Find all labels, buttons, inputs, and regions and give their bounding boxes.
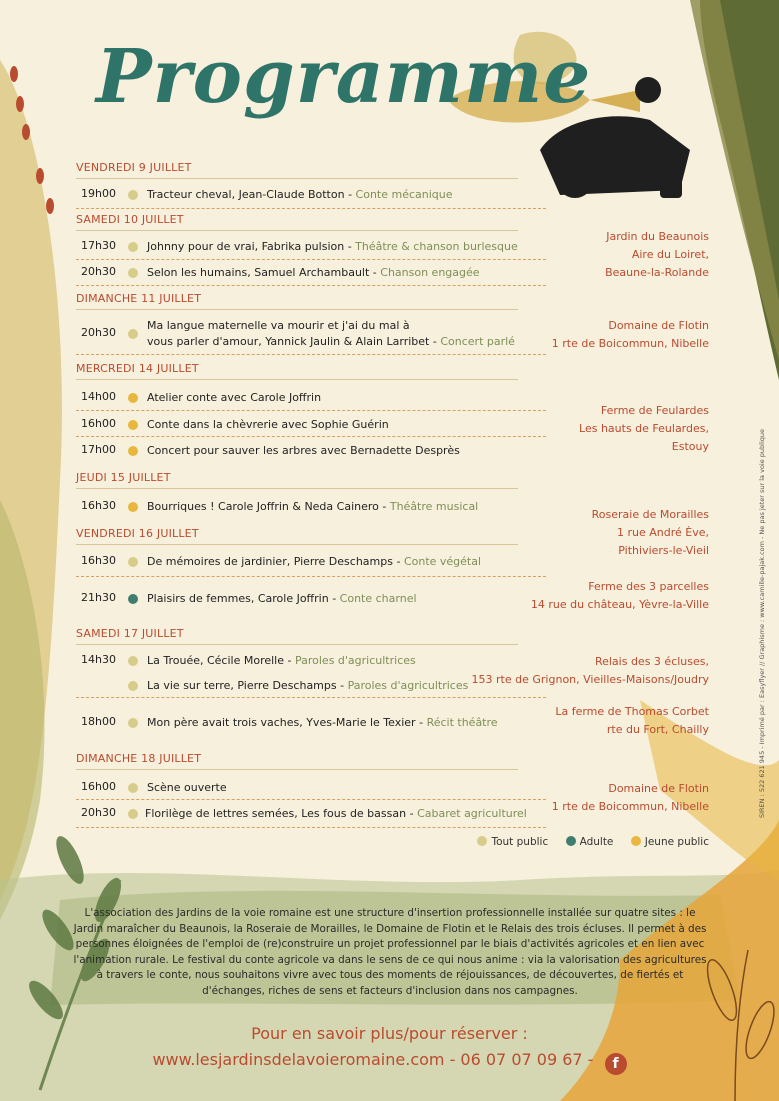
day-header: DIMANCHE 11 JUILLET <box>76 292 202 305</box>
legend-item <box>477 836 548 848</box>
audience-dot-tout-public <box>128 681 138 691</box>
audience-dot-tout-public <box>128 268 138 278</box>
event-title-line2: vous parler d'amour, Yannick Jaulin & Alain Larribet <box>147 335 430 348</box>
credits-text: SIREN : 522 621 945 - Imprimé par : Easyflyer // Graphisme : www.camille-pajak.com - Ne pas jeter sur la voie publique <box>758 428 766 818</box>
event-genre: Paroles d'agricultrices <box>347 679 469 692</box>
legend-label: Adulte <box>579 836 614 848</box>
credits-vertical <box>758 388 768 818</box>
audience-dot-tout-public <box>128 329 138 339</box>
event-time: 20h30 <box>81 806 116 819</box>
about-paragraph: L'association des Jardins de la voie romaine est une structure d'insertion professionnelle installée sur quatre sites : le Jardin maraîcher du Beaunois, la Roseraie de Morailles, le Domaine de Flotin et le Relais des trois écluses. Il permet à des personnes éloignées de l'emploi de (re)construire un projet professionnel par le biais d'activités agricoles et en lien avec l'animation rurale. Le festival du conte agricole va dans le sens de ce qui nous anime : via la valorisation des agricultures à travers le conte, nous souhaitons vivre avec tous des moments de réjouissances, de découvertes, de fiertés et d'échanges, riches de sens et facteurs d'inclusion dans nos campagnes. <box>73 907 707 997</box>
day-header: SAMEDI 17 JUILLET <box>76 627 184 640</box>
venue-line: Aire du Loiret, <box>631 248 709 261</box>
venue-line: Beaune-la-Rolande <box>605 266 709 279</box>
audience-dot-jeune-public <box>128 420 138 430</box>
event-time: 18h00 <box>81 715 116 728</box>
event-title: Scène ouverte <box>147 781 227 794</box>
venue-line: Estouy <box>671 440 709 453</box>
day-header: VENDREDI 9 JUILLET <box>76 161 192 174</box>
legend-label: Jeune public <box>644 836 709 848</box>
cta-heading: Pour en savoir plus/pour réserver : <box>251 1024 528 1043</box>
row-divider <box>76 697 546 698</box>
event-title: Selon les humains, Samuel Archambault <box>147 266 370 279</box>
day-header: MERCREDI 14 JUILLET <box>76 362 199 375</box>
event-title: Johnny pour de vrai, Fabrika pulsion <box>147 240 345 253</box>
audience-dot-adulte <box>128 594 138 604</box>
event-title: Bourriques ! Carole Joffrin & Neda Cainero <box>147 500 379 513</box>
row-divider <box>76 576 546 577</box>
row-divider <box>76 285 546 286</box>
event-title: Ma langue maternelle va mourir et j'ai du mal à <box>147 319 410 332</box>
event-genre: Paroles d'agricultrices <box>294 654 416 667</box>
legend-dot <box>566 836 576 846</box>
divider <box>76 230 518 231</box>
venue-line: La ferme de Thomas Corbet <box>555 705 709 718</box>
event-genre: Théâtre musical <box>389 500 479 513</box>
legend-dot <box>631 836 641 846</box>
venue-line: Roseraie de Morailles <box>591 508 709 521</box>
day-header: DIMANCHE 18 JUILLET <box>76 752 202 765</box>
event-time: 16h30 <box>81 554 116 567</box>
divider <box>76 769 518 770</box>
audience-dot-tout-public <box>128 190 138 200</box>
website-phone-link[interactable]: www.lesjardinsdelavoieromaine.com - 06 07 07 09 67 - <box>152 1050 594 1069</box>
audience-dot-tout-public <box>128 557 138 567</box>
venue-line: Ferme des 3 parcelles <box>588 580 709 593</box>
event-title: Concert pour sauver les arbres avec Bernadette Desprès <box>147 444 460 457</box>
event-time: 16h30 <box>81 499 116 512</box>
divider <box>76 178 518 179</box>
venue-block <box>605 228 709 282</box>
venue-line: Domaine de Flotin <box>608 782 709 795</box>
event-genre: Chanson engagée <box>380 266 480 279</box>
legend-label: Tout public <box>491 836 549 848</box>
venue-block <box>555 703 709 739</box>
event-genre: Récit théâtre <box>426 716 498 729</box>
venue-line: 14 rue du château, Yèvre-la-Ville <box>530 598 709 611</box>
event-time: 17h00 <box>81 443 116 456</box>
divider <box>76 644 518 645</box>
row-divider <box>76 208 546 209</box>
audience-dot-jeune-public <box>128 502 138 512</box>
venue-line: Pithiviers-le-Vieil <box>618 544 709 557</box>
venue-line: Domaine de Flotin <box>608 319 709 332</box>
row-divider <box>76 259 546 260</box>
venue-line: 1 rte de Boicommun, Nibelle <box>551 800 709 813</box>
row-divider <box>76 799 546 800</box>
page-title: Programme <box>96 34 592 120</box>
audience-dot-tout-public <box>128 718 138 728</box>
audience-dot-tout-public <box>128 783 138 793</box>
venue-block <box>531 578 709 614</box>
row-divider <box>76 410 546 411</box>
legend-item <box>566 836 614 848</box>
venue-line: Ferme de Feulardes <box>600 404 709 417</box>
day-header: VENDREDI 16 JUILLET <box>76 527 199 540</box>
event-time: 17h30 <box>81 239 116 252</box>
event-title: La Trouée, Cécile Morelle <box>147 654 285 667</box>
audience-dot-jeune-public <box>128 446 138 456</box>
venue-block <box>579 402 709 456</box>
facebook-icon[interactable]: f <box>605 1053 627 1075</box>
event-genre: Théâtre & chanson burlesque <box>355 240 518 253</box>
venue-line: 153 rte de Grignon, Vieilles-Maisons/Joudry <box>471 673 709 686</box>
event-genre: Conte charnel <box>339 592 417 605</box>
event-time: 20h30 <box>81 326 116 339</box>
audience-dot-tout-public <box>128 242 138 252</box>
event-genre: Conte végétal <box>403 555 482 568</box>
legend-dot <box>477 836 487 846</box>
row-divider <box>76 827 546 828</box>
divider <box>76 544 518 545</box>
event-time: 14h00 <box>81 390 116 403</box>
audience-dot-jeune-public <box>128 393 138 403</box>
venue-block <box>552 780 709 816</box>
venue-line: 1 rue André Ève, <box>616 526 709 539</box>
event-title: Florilège de lettres semées, Les fous de bassan <box>145 807 407 820</box>
event-time: 20h30 <box>81 265 116 278</box>
row-divider <box>76 354 546 355</box>
divider <box>76 488 518 489</box>
event-time: 16h00 <box>81 417 116 430</box>
venue-line: Jardin du Beaunois <box>606 230 709 243</box>
event-time: 14h30 <box>81 653 116 666</box>
venue-line: rte du Fort, Chailly <box>606 723 709 736</box>
audience-legend <box>463 836 709 848</box>
venue-block <box>592 506 709 560</box>
event-title: Plaisirs de femmes, Carole Joffrin <box>147 592 329 605</box>
venue-block <box>552 317 709 353</box>
venue-line: 1 rte de Boicommun, Nibelle <box>551 337 709 350</box>
event-title: Mon père avait trois vaches, Yves-Marie le Texier <box>147 716 416 729</box>
day-header: SAMEDI 10 JUILLET <box>76 213 184 226</box>
legend-item <box>631 836 709 848</box>
audience-dot-tout-public <box>128 809 138 819</box>
venue-line: Les hauts de Feulardes, <box>579 422 709 435</box>
divider <box>76 379 518 380</box>
event-genre: Cabaret agriculturel <box>417 807 527 820</box>
event-time: 21h30 <box>81 591 116 604</box>
event-title: De mémoires de jardinier, Pierre Deschamps <box>147 555 393 568</box>
day-header: JEUDI 15 JUILLET <box>76 471 171 484</box>
cta-contact <box>0 1050 779 1075</box>
event-title: Atelier conte avec Carole Joffrin <box>147 391 322 404</box>
audience-dot-tout-public <box>128 656 138 666</box>
event-title: La vie sur terre, Pierre Deschamps <box>147 679 337 692</box>
event-title: Tracteur cheval, Jean-Claude Botton <box>147 188 345 201</box>
event-genre: Conte mécanique <box>355 188 453 201</box>
row-divider <box>76 436 546 437</box>
event-time: 16h00 <box>81 780 116 793</box>
event-time: 19h00 <box>81 187 116 200</box>
venue-block <box>472 653 709 689</box>
venue-line: Relais des 3 écluses, <box>594 655 709 668</box>
event-title: Conte dans la chèvrerie avec Sophie Guérin <box>147 418 389 431</box>
divider <box>76 309 518 310</box>
event-genre: Concert parlé <box>440 335 515 348</box>
